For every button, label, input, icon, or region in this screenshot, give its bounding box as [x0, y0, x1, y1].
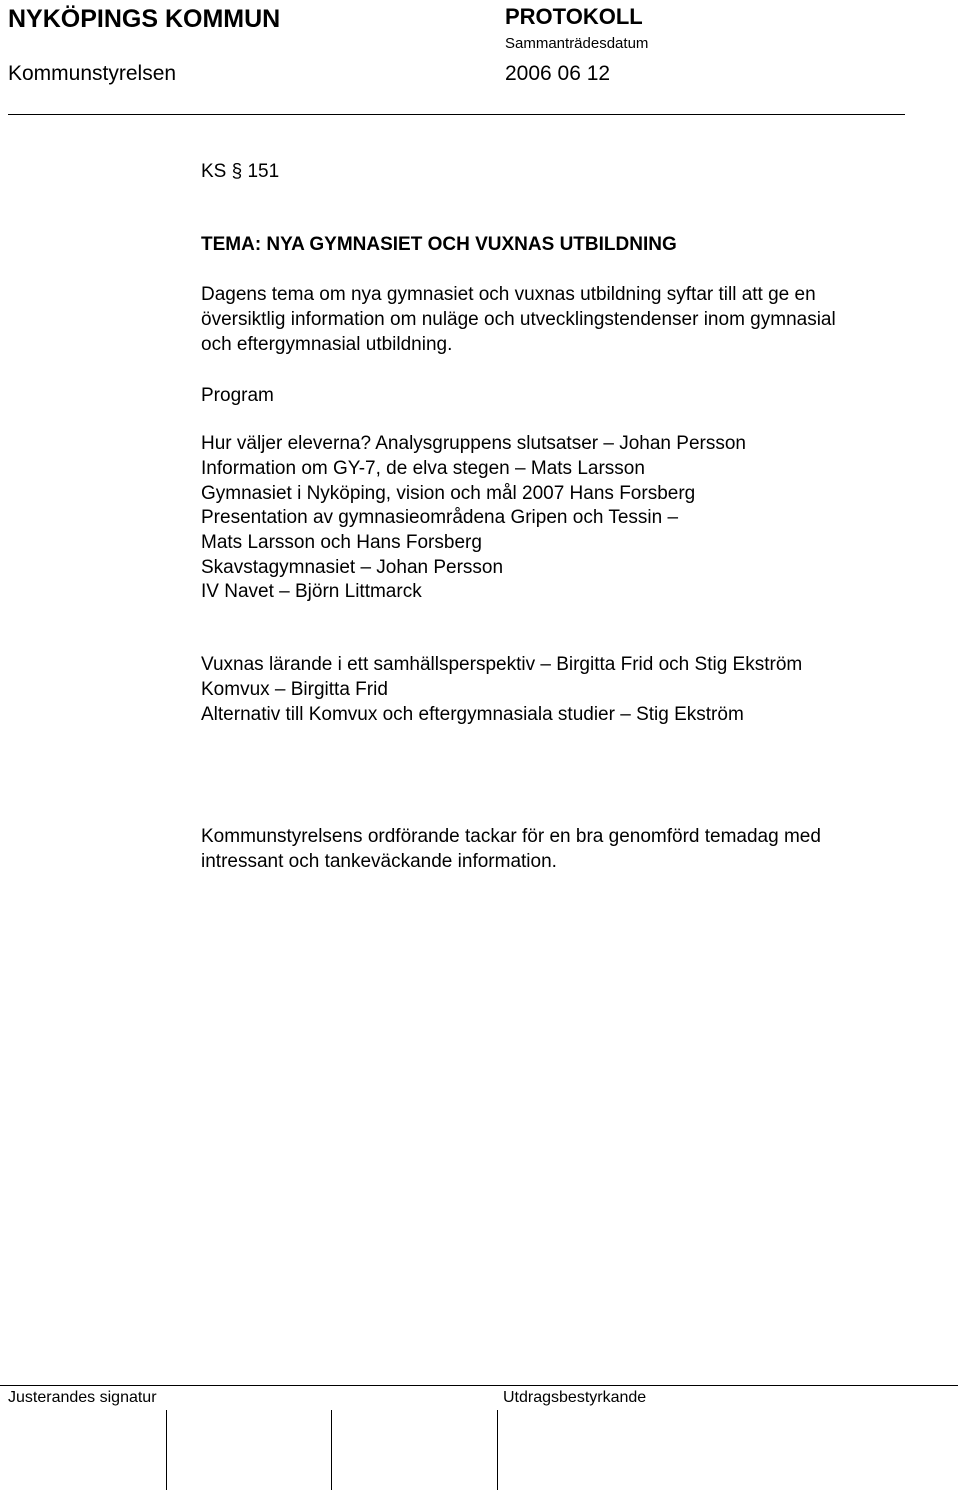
committee-name: Kommunstyrelsen [8, 62, 177, 85]
adult-education-item: Alternativ till Komvux och eftergymnasiala studier – Stig Ekström [201, 703, 744, 725]
program-item: Hur väljer eleverna? Analysgruppens slutsatser – Johan Persson [201, 433, 746, 455]
intro-paragraph [201, 283, 941, 357]
adult-education-item: Komvux – Birgitta Frid [201, 678, 388, 700]
closing-line: Kommunstyrelsens ordförande tackar för en bra genomförd temadag med [201, 826, 821, 848]
organization-name: NYKÖPINGS KOMMUN [8, 5, 281, 33]
program-list [201, 432, 941, 605]
program-item: Skavstagymnasiet – Johan Persson [201, 556, 504, 578]
signature-box-divider [166, 1410, 167, 1490]
closing-paragraph [201, 825, 941, 874]
adult-education-list [201, 653, 941, 727]
meeting-date: 2006 06 12 [505, 62, 611, 85]
closing-line: intressant och tankeväckande information. [201, 850, 557, 872]
program-label: Program [201, 384, 274, 406]
header-divider [8, 114, 905, 115]
meeting-date-label: Sammanträdesdatum [505, 35, 649, 52]
signature-box-divider [497, 1410, 498, 1490]
program-item: Mats Larsson och Hans Forsberg [201, 532, 482, 554]
certification-label: Utdragsbestyrkande [503, 1389, 647, 1406]
signature-box-divider [331, 1410, 332, 1490]
minutes-body [201, 160, 941, 875]
intro-line: Dagens tema om nya gymnasiet och vuxnas utbildning syftar till att ge en [201, 284, 816, 306]
program-item: Gymnasiet i Nyköping, vision och mål 2007 Hans Forsberg [201, 482, 696, 504]
signature-label: Justerandes signatur [8, 1389, 157, 1406]
program-item: Presentation av gymnasieområdena Gripen och Tessin – [201, 507, 679, 529]
section-title: TEMA: NYA GYMNASIET OCH VUXNAS UTBILDNING [201, 233, 677, 255]
document-type: PROTOKOLL [505, 4, 643, 29]
intro-line: och eftergymnasial utbildning. [201, 333, 453, 355]
program-item: Information om GY-7, de elva stegen – Mats Larsson [201, 457, 645, 479]
paragraph-number: KS § 151 [201, 161, 280, 182]
intro-line: översiktlig information om nuläge och utvecklingstendenser inom gymnasial [201, 309, 836, 331]
footer-divider [0, 1385, 958, 1386]
program-item: IV Navet – Björn Littmarck [201, 581, 422, 603]
adult-education-item: Vuxnas lärande i ett samhällsperspektiv – Birgitta Frid och Stig Ekström [201, 654, 803, 676]
